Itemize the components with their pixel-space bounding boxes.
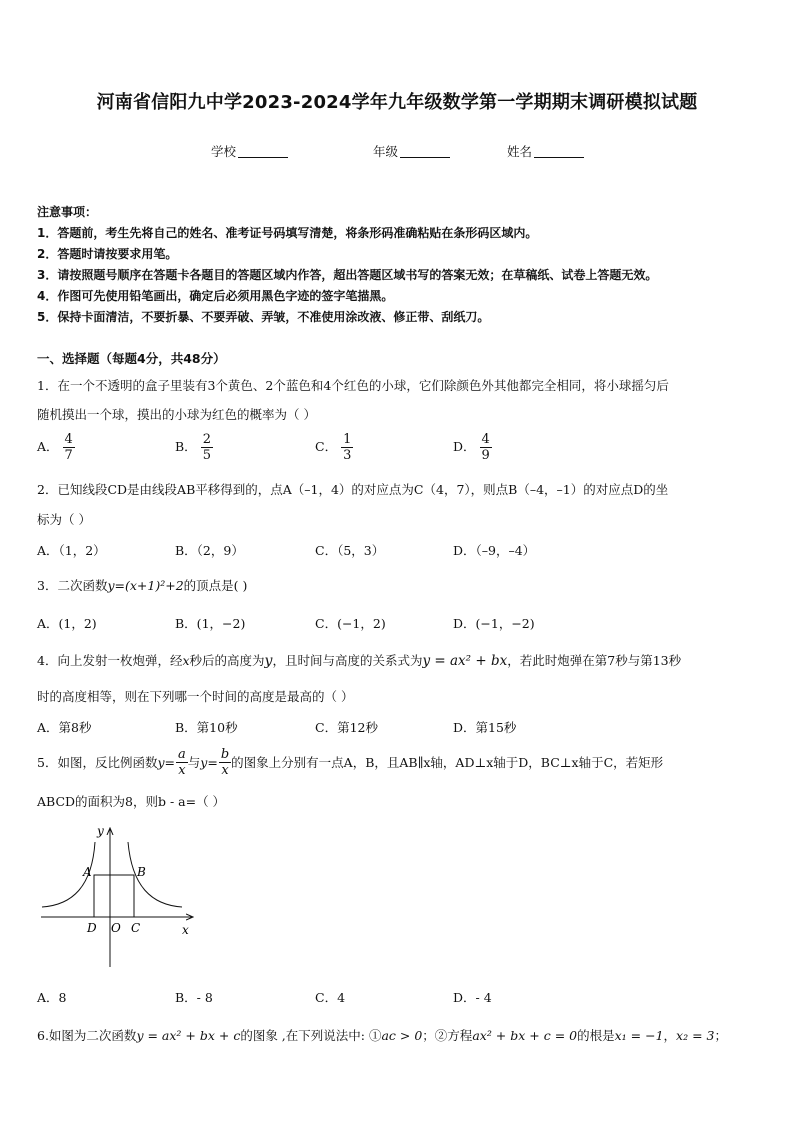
option-b[interactable]: B．第10秒 [175, 720, 238, 735]
question-2-line2: 标为（ ） [37, 512, 91, 527]
origin-label: O [111, 921, 121, 935]
grade-field[interactable] [373, 142, 450, 160]
question-1-line2: 随机摸出一个球，摸出的小球为红色的概率为（ ） [37, 407, 316, 422]
school-label: 学校 [211, 144, 237, 159]
fraction: $\frac{a}{x}$ [178, 746, 186, 778]
question-3 [37, 576, 247, 594]
school-field[interactable] [211, 142, 288, 160]
option-label: B． [175, 439, 197, 454]
question-text: ，且时间与高度的关系式为 [272, 653, 423, 668]
school-blank[interactable] [238, 143, 288, 158]
name-label: 姓名 [507, 144, 533, 159]
math-expression: y = ax² + bx [422, 653, 508, 669]
question-text: 的顶点是( ) [183, 578, 248, 593]
question-text: 与 [187, 755, 201, 770]
name-field[interactable] [507, 142, 584, 160]
option-b[interactable]: B．- 8 [175, 990, 213, 1005]
question-text: 6.如图为二次函数 [37, 1028, 137, 1043]
grade-blank[interactable] [400, 143, 450, 158]
question-text: 秒后的高度为 [189, 653, 265, 668]
section-heading: 一、选择题（每题4分，共48分） [37, 351, 226, 366]
notes-heading: 注意事项： [37, 205, 98, 219]
x-axis-label: x [182, 923, 189, 937]
option-d[interactable]: D．(−1，−2) [453, 616, 535, 631]
note-item: 4．作图可先使用铅笔画出，确定后必须用黑色字迹的签字笔描黑。 [37, 289, 394, 303]
fraction: $\frac{b}{x}$ [220, 746, 230, 778]
name-blank[interactable] [534, 143, 584, 158]
question-text: 的图象 ,在下列说法中: ① [240, 1028, 382, 1043]
point-c-label: C [131, 921, 141, 935]
option-label: A． [37, 439, 59, 454]
question-text: ， [663, 1028, 677, 1043]
option-c[interactable]: C．（5，3） [315, 543, 385, 558]
option-c[interactable] [315, 432, 353, 463]
option-b[interactable]: B．(1，−2) [175, 616, 246, 631]
math-expression: y=(x+1)²+2 [107, 578, 184, 593]
math-expression: x₁ = −1 [614, 1028, 664, 1043]
question-5-line2: ABCD的面积为8，则b - a=（ ） [37, 794, 226, 809]
page-title: 河南省信阳九中学2023-2024学年九年级数学第一学期期末调研模拟试题 [96, 92, 698, 113]
question-5-line1 [37, 744, 663, 780]
hyperbola-figure [37, 822, 202, 970]
option-d[interactable]: D．- 4 [453, 990, 492, 1005]
fraction: $\frac{1}{3}$ [343, 432, 352, 463]
option-d[interactable]: D．第15秒 [453, 720, 517, 735]
question-6-line1 [37, 1026, 727, 1044]
math-expression: ac > 0 [381, 1028, 423, 1043]
question-text: ； [714, 1028, 727, 1043]
question-text: ，若此时炮弹在第7秒与第13秒 [507, 653, 682, 668]
grade-label: 年级 [373, 144, 399, 159]
question-1-line1: 1．在一个不透明的盒子里装有3个黄色、2个蓝色和4个红色的小球，它们除颜色外其他都完全相同，将小球摇匀后 [37, 378, 669, 393]
option-c[interactable]: C．4 [315, 990, 346, 1005]
question-4-line2: 时的高度相等，则在下列哪一个时间的高度是最高的（ ） [37, 689, 354, 704]
question-text: 4．向上发射一枚炮弹，经 [37, 653, 183, 668]
question-text: 3．二次函数 [37, 578, 108, 593]
math-expression: y= [157, 754, 176, 770]
option-a[interactable]: A．第8秒 [37, 720, 92, 735]
math-expression: y = ax² + bx + c [136, 1028, 241, 1043]
note-item: 2．答题时请按要求用笔。 [37, 247, 178, 261]
math-variable: x [182, 653, 190, 668]
fraction: $\frac{4}{7}$ [64, 432, 73, 463]
question-text: 5．如图，反比例函数 [37, 755, 158, 770]
option-c[interactable]: C．第12秒 [315, 720, 378, 735]
point-a-label: A [83, 865, 92, 879]
point-d-label: D [87, 921, 97, 935]
option-label: C． [315, 439, 338, 454]
fraction: $\frac{4}{9}$ [481, 432, 490, 463]
option-a[interactable]: A．8 [37, 990, 67, 1005]
math-variable: y [264, 653, 273, 669]
fraction: $\frac{2}{5}$ [202, 432, 211, 463]
option-c[interactable]: C．(−1，2) [315, 616, 386, 631]
point-b-label: B [137, 865, 146, 879]
note-item: 3．请按照题号顺序在答题卡各题目的答题区域内作答，超出答题区域书写的答案无效；在草稿纸、试卷上答题无效。 [37, 268, 658, 282]
option-b[interactable] [175, 432, 213, 463]
option-d[interactable]: D．（–9，–4） [453, 543, 536, 558]
math-expression: x₂ = 3 [676, 1028, 715, 1043]
option-a[interactable] [37, 432, 75, 463]
option-a[interactable]: A．(1，2) [37, 616, 97, 631]
note-item: 1．答题前，考生先将自己的姓名、准考证号码填写清楚，将条形码准确粘贴在条形码区域内。 [37, 226, 538, 240]
note-item: 5．保持卡面清洁，不要折暴、不要弄破、弄皱，不准使用涂改液、修正带、刮纸刀。 [37, 310, 490, 324]
question-text: 的根是 [577, 1028, 615, 1043]
question-text: ；②方程 [422, 1028, 473, 1043]
option-label: D． [453, 439, 476, 454]
option-d[interactable] [453, 432, 492, 463]
option-b[interactable]: B．（2，9） [175, 543, 244, 558]
question-2-line1: 2．已知线段CD是由线段AB平移得到的，点A（–1，4）的对应点为C（4，7），则点B（–4，–1）的对应点D的坐 [37, 482, 669, 497]
option-a[interactable]: A．（1，2） [37, 543, 106, 558]
question-text: 的图象上分别有一点A，B，且AB∥x轴，AD⊥x轴于D，BC⊥x轴于C，若矩形 [231, 755, 664, 770]
question-4-line1 [37, 651, 681, 669]
math-expression: y= [200, 754, 218, 770]
math-expression: ax² + bx + c = 0 [472, 1028, 578, 1043]
y-axis-label: y [97, 824, 104, 838]
rectangle-abcd [94, 875, 134, 917]
